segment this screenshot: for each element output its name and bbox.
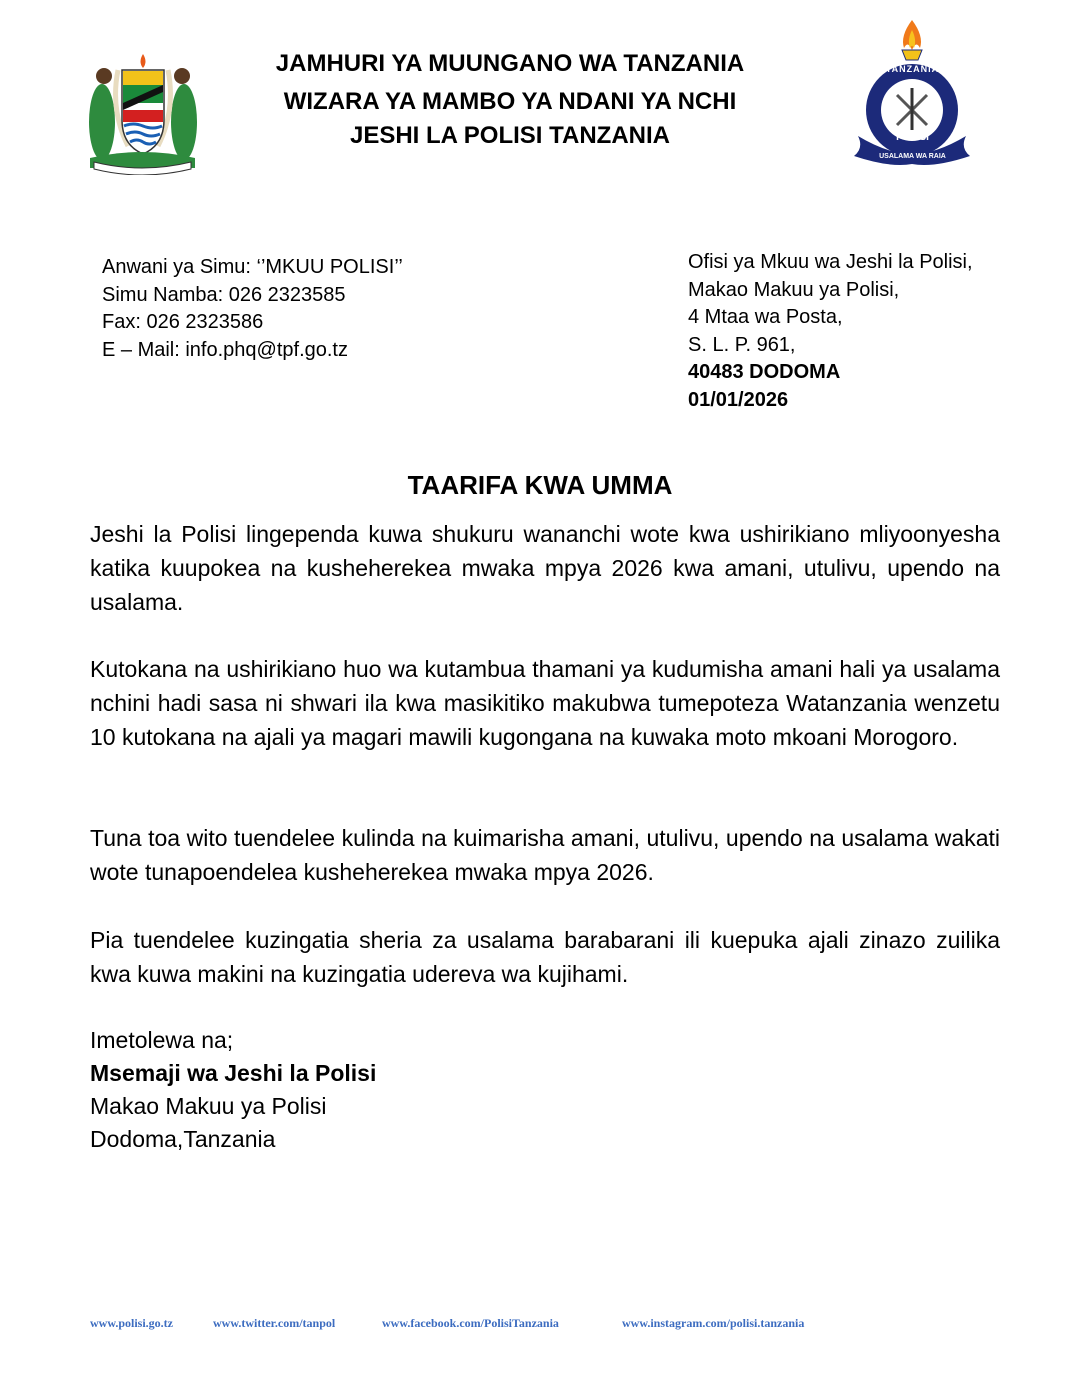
address-line-1: Ofisi ya Mkuu wa Jeshi la Polisi,	[688, 251, 973, 273]
body-paragraph-1: Jeshi la Polisi lingependa kuwa shukuru wananchi wote kwa ushirikiano mliyoonyesha katika kuupokea na kusheherekea mwaka mpya 2026 kwa amani, utulivu, upendo na usalama.	[90, 521, 1000, 615]
header-department: JESHI LA POLISI TANZANIA	[349, 122, 670, 149]
footer-twitter-link[interactable]: www.twitter.com/tanpol	[213, 1316, 336, 1330]
police-badge-logo	[850, 18, 975, 173]
badge-top-text: TANZANIA	[885, 64, 940, 74]
contact-block	[102, 254, 403, 364]
issued-by-label: Imetolewa na;	[90, 1027, 234, 1053]
signatory-location: Dodoma,Tanzania	[90, 1126, 276, 1152]
body-paragraph-3: Tuna toa wito tuendelee kulinda na kuimarisha amani, utulivu, upendo na usalama wakati wote tunapoendelea kusheherekea mwaka mpya 2026.	[90, 825, 1000, 885]
footer-website-link[interactable]: www.polisi.go.tz	[90, 1316, 174, 1330]
document-title: TAARIFA KWA UMMA	[407, 470, 673, 500]
telegram-address: Anwani ya Simu: ‘’MKUU POLISI’’	[102, 256, 403, 278]
address-block	[688, 249, 973, 414]
body-paragraph-2: Kutokana na ushirikiano huo wa kutambua thamani ya kudumisha amani hali ya usalama nchini hadi sasa ni shwari ila kwa masikitiko makubwa tumepoteza Watanzania wenzetu 10 kutokana na ajali ya magari mawili kugongana na kuwaka moto mkoani Morogoro.	[90, 656, 1000, 750]
body-paragraph-4: Pia tuendelee kuzingatia sheria za usalama barabarani ili kuepuka ajali zinazo zuilika kwa kuwa makini na kuzingatia udereva wa kujihami.	[90, 927, 1000, 987]
letter-date: 01/01/2026	[688, 388, 789, 411]
signatory-title: Msemaji wa Jeshi la Polisi	[90, 1060, 377, 1086]
email-address: E – Mail: info.phq@tpf.go.tz	[102, 338, 348, 361]
footer-links	[0, 1316, 1080, 1336]
address-line-2: Makao Makuu ya Polisi,	[688, 278, 900, 301]
address-city: 40483 DODOMA	[688, 361, 841, 383]
header-country: JAMHURI YA MUUNGANO WA TANZANIA	[275, 50, 745, 77]
address-line-4: S. L. P. 961,	[688, 333, 796, 356]
address-line-3: 4 Mtaa wa Posta,	[688, 306, 843, 328]
badge-middle-text: POLISI	[896, 132, 929, 143]
footer-instagram-link[interactable]: www.instagram.com/polisi.tanzania	[622, 1316, 805, 1330]
fax-number: Fax: 026 2323586	[102, 311, 264, 333]
badge-bottom-text: USALAMA WA RAIA	[879, 153, 946, 160]
signature-block	[90, 1024, 376, 1156]
phone-number: Simu Namba: 026 2323585	[102, 283, 346, 306]
header-ministry: WIZARA YA MAMBO YA NDANI YA NCHI	[283, 88, 737, 115]
footer-facebook-link[interactable]: www.facebook.com/PolisiTanzania	[382, 1316, 559, 1330]
signatory-office: Makao Makuu ya Polisi	[90, 1093, 327, 1119]
